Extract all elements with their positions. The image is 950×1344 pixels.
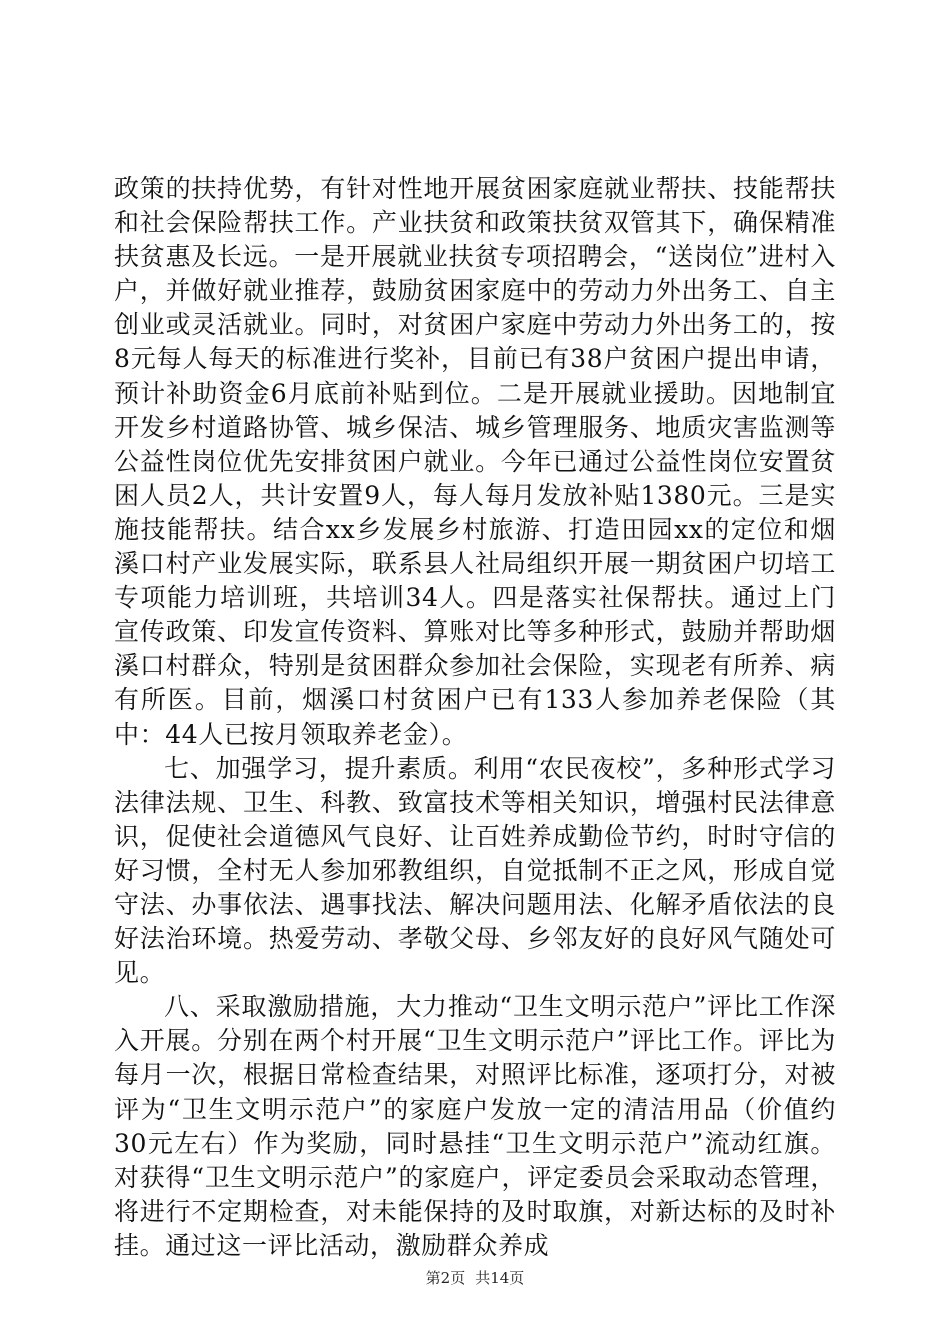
paragraph-2: 七、加强学习，提升素质。利用“农民夜校”，多种形式学习法律法规、卫生、科教、致富技术等相关知识，增强村民法律意识，促使社会道德风气良好、让百姓养成勤俭节约，时时守信的好习惯，全村无人参加邪教组织，自觉抵制不正之风，形成自觉守法、办事依法、遇事找法、解决问题用法、化解矛盾依法的良好法治环境。热爱劳动、孝敬父母、乡邻友好的良好风气随处可见。 [114, 753, 836, 988]
paragraph-3: 八、采取激励措施，大力推动“卫生文明示范户”评比工作深入开展。分别在两个村开展“卫生文明示范户”评比工作。评比为每月一次，根据日常检查结果，对照评比标准，逐项打分，对被评为“卫生文明示范户”的家庭户发放一定的清洁用品（价值约30元左右）作为奖励，同时悬挂“卫生文明示范户”流动红旗。对获得“卫生文明示范户”的家庭户，评定委员会采取动态管理，将进行不定期检查，对未能保持的及时取旗，对新达标的及时补挂。通过这一评比活动，激励群众养成 [114, 992, 836, 1260]
page-total: 共14页 [475, 1269, 525, 1287]
page-number: 第2页 [425, 1269, 466, 1287]
document-body [114, 172, 836, 1263]
paragraph-1: 政策的扶持优势，有针对性地开展贫困家庭就业帮扶、技能帮扶和社会保险帮扶工作。产业扶贫和政策扶贫双管其下，确保精准扶贫惠及长远。一是开展就业扶贫专项招聘会，“送岗位”进村入户，并做好就业推荐，鼓励贫困家庭中的劳动力外出务工、自主创业或灵活就业。同时，对贫困户家庭中劳动力外出务工的，按8元每人每天的标准进行奖补，目前已有38户贫困户提出申请，预计补助资金6月底前补贴到位。二是开展就业援助。因地制宜开发乡村道路协管、城乡保洁、城乡管理服务、地质灾害监测等公益性岗位优先安排贫困户就业。今年已通过公益性岗位安置贫困人员2人，共计安置9人，每人每月发放补贴1380元。三是实施技能帮扶。结合xx乡发展乡村旅游、打造田园xx的定位和烟溪口村产业发展实际，联系县人社局组织开展一期贫困户切培工专项能力培训班，共培训34人。四是落实社保帮扶。通过上门宣传政策、印发宣传资料、算账对比等多种形式，鼓励并帮助烟溪口村群众，特别是贫困群众参加社会保险，实现老有所养、病有所医。目前，烟溪口村贫困户已有133人参加养老保险（其中：44人已按月领取养老金）。 [114, 174, 836, 749]
page-footer [0, 1267, 950, 1288]
